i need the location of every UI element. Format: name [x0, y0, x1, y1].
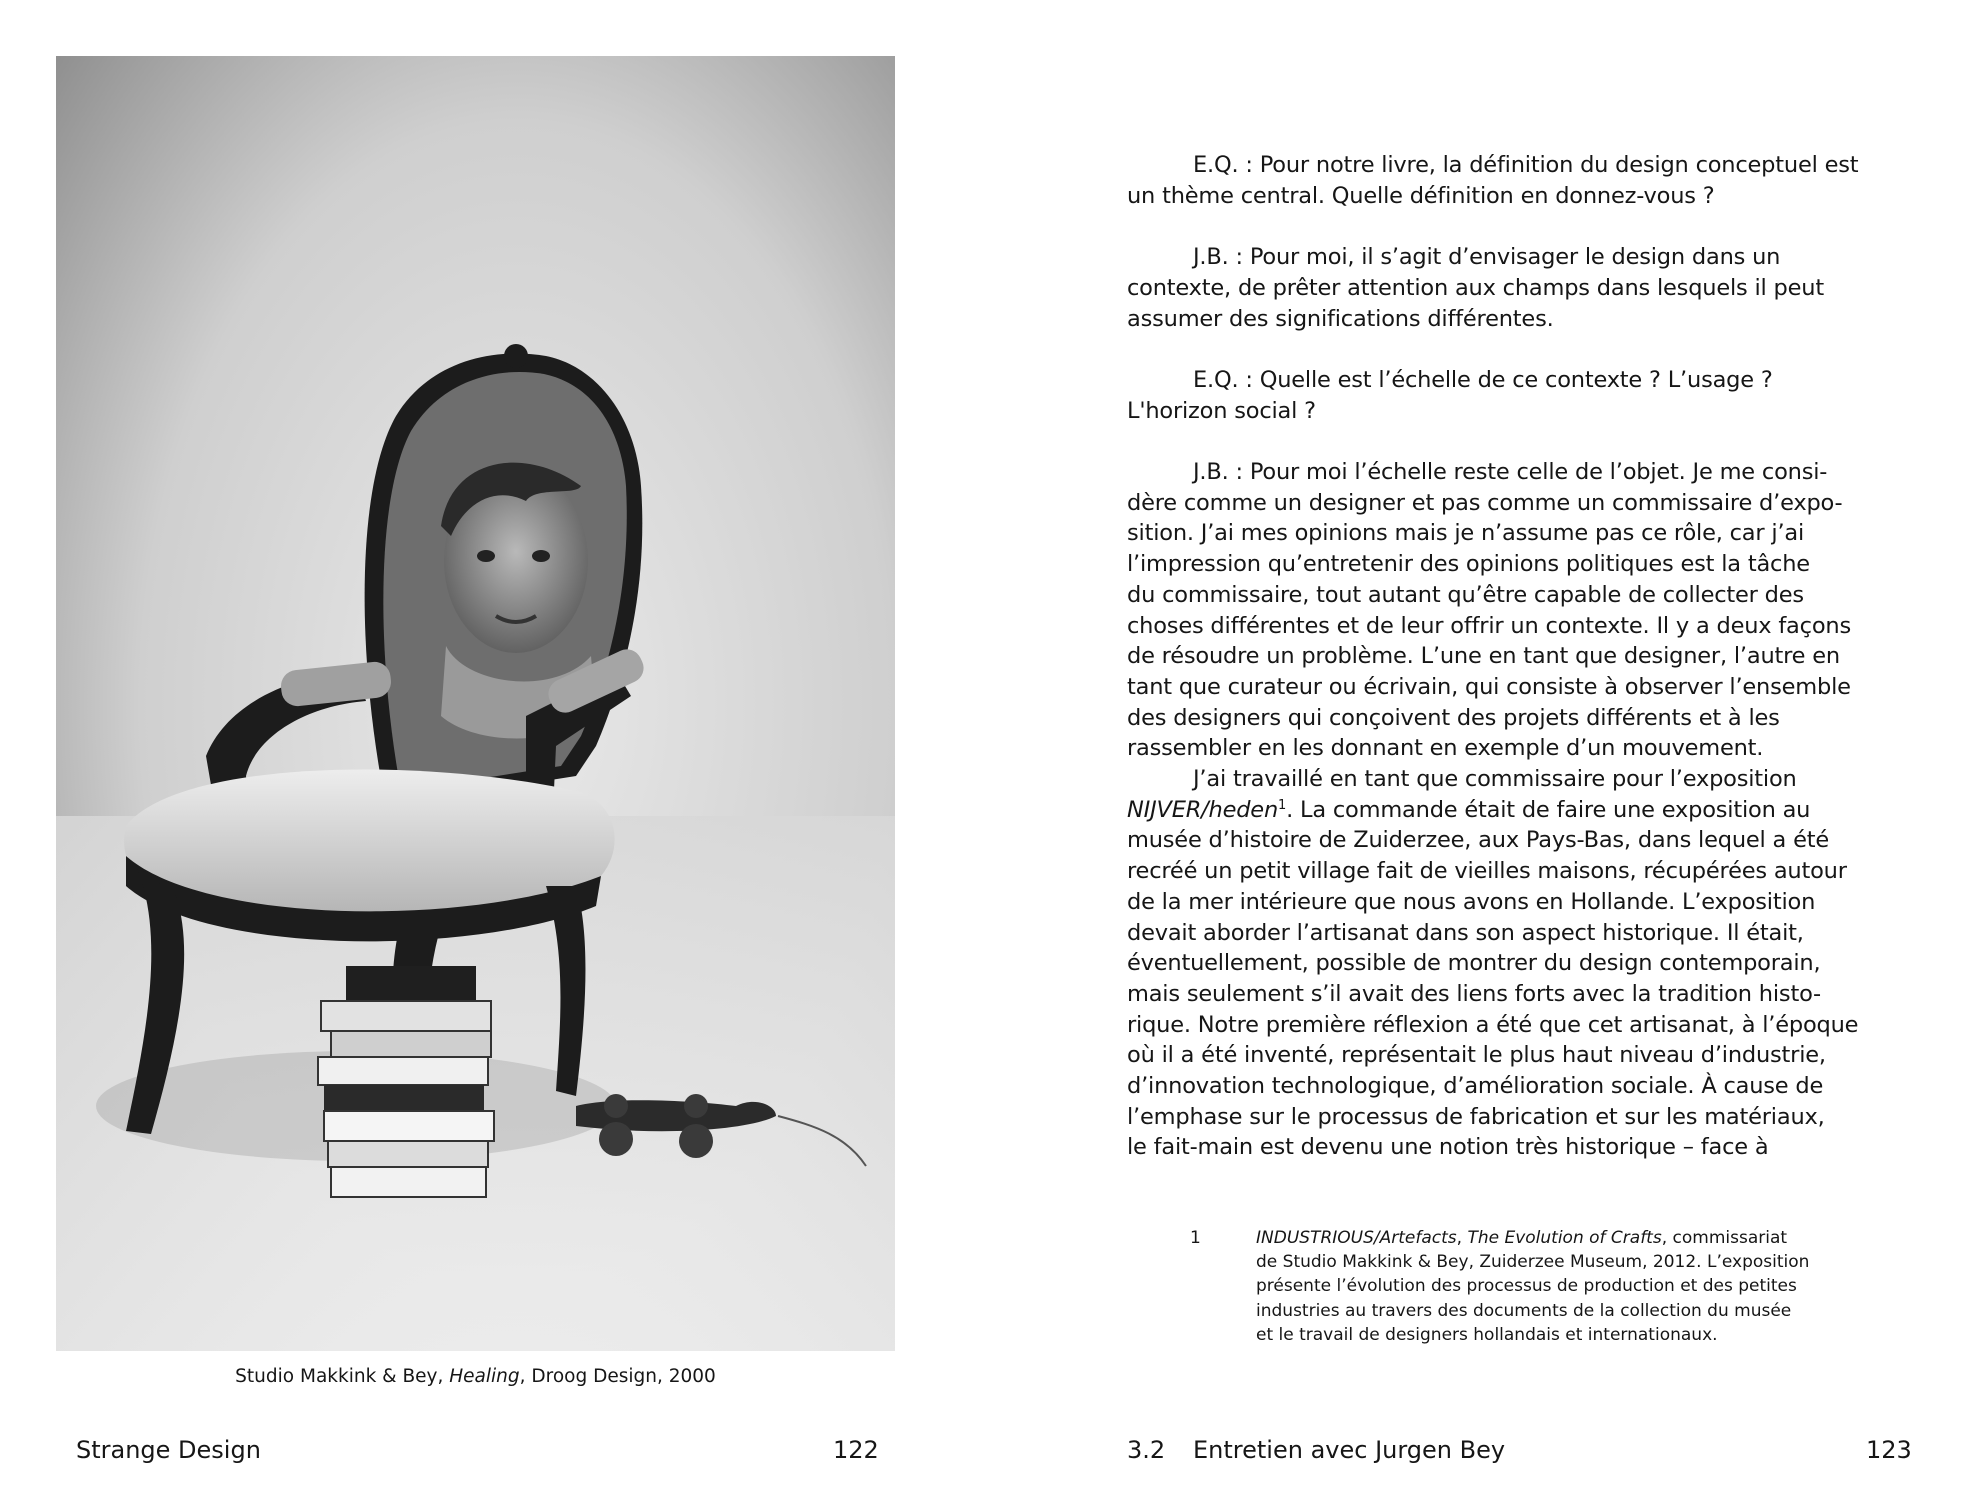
photo-caption	[56, 1365, 895, 1389]
exhibition-title: NIJVER/heden	[1127, 796, 1279, 823]
text-line: des designers qui conçoivent des projets différents et à les	[1127, 704, 1780, 731]
text-line: l’emphase sur le processus de fabrication et sur les matériaux,	[1127, 1103, 1825, 1130]
footnote-italic-b: The Evolution of Crafts	[1467, 1228, 1662, 1248]
photo-illustration	[56, 56, 895, 1351]
right-footer-section-number: 3.2	[1127, 1436, 1166, 1464]
text-line: recréé un petit village fait de vieilles maisons, récupérées autour	[1127, 858, 1847, 885]
text-line: le fait-main est devenu une notion très historique – face à	[1127, 1134, 1769, 1161]
text-line: contexte, de prêter attention aux champs dans lesquels il peut	[1127, 274, 1824, 301]
footnote-line: et le travail de designers hollandais et internationaux.	[1256, 1324, 1718, 1345]
text-line: mais seulement s’il avait des liens forts avec la tradition histo-	[1127, 980, 1821, 1007]
footnote-line	[1256, 1226, 1896, 1250]
text-fragment: . La commande était de faire une exposition au	[1286, 796, 1811, 823]
caption-prefix: Studio Makkink & Bey,	[235, 1366, 450, 1387]
text-line: où il a été inventé, représentait le plus haut niveau d’industrie,	[1127, 1042, 1826, 1069]
text-line: tant que curateur ou écrivain, qui consiste à observer l’ensemble	[1127, 673, 1851, 700]
text-line: J.B. : Pour moi l’échelle reste celle de l’objet. Je me consi-	[1193, 458, 1828, 485]
left-footer-page-number: 122	[833, 1436, 879, 1464]
text-line: l’impression qu’entretenir des opinions politiques est la tâche	[1127, 551, 1810, 578]
text-line: assumer des significations différentes.	[1127, 305, 1554, 332]
text-line-with-title	[1127, 795, 1909, 826]
paragraph-eq-1	[1127, 150, 1909, 211]
footnote-sep: ,	[1456, 1228, 1468, 1248]
footnote-line1-rest: , commissariat	[1661, 1228, 1788, 1248]
text-line: un thème central. Quelle définition en donnez-vous ?	[1127, 182, 1715, 209]
text-line: dère comme un designer et pas comme un commissaire d’expo-	[1127, 489, 1843, 516]
text-line: E.Q. : Pour notre livre, la définition du design conceptuel est	[1193, 152, 1859, 178]
footnote-line: présente l’évolution des processus de production et des petites	[1256, 1276, 1797, 1297]
footnote-text	[1256, 1226, 1896, 1347]
text-line: de la mer intérieure que nous avons en Hollande. L’exposition	[1127, 888, 1816, 915]
text-line: musée d’histoire de Zuiderzee, aux Pays-Bas, dans lequel a été	[1127, 827, 1829, 854]
text-line: rique. Notre première réflexion a été que cet artisanat, à l’époque	[1127, 1011, 1859, 1038]
text-line: sition. J’ai mes opinions mais je n’assume pas ce rôle, car j’ai	[1127, 520, 1805, 547]
text-line: J’ai travaillé en tant que commissaire pour l’exposition	[1193, 766, 1797, 793]
footnote-line: industries au travers des documents de la collection du musée	[1256, 1300, 1792, 1321]
footnote-number: 1	[1190, 1228, 1201, 1248]
text-line: devait aborder l’artisanat dans son aspect historique. Il était,	[1127, 919, 1804, 946]
text-line: J.B. : Pour moi, il s’agit d’envisager le design dans un	[1193, 244, 1781, 271]
left-footer-book-title: Strange Design	[76, 1436, 261, 1464]
armchair-photo	[56, 56, 895, 1351]
right-footer-page-number: 123	[1866, 1436, 1912, 1464]
paragraph-jb-3	[1127, 764, 1909, 1163]
right-footer-section-title: Entretien avec Jurgen Bey	[1193, 1436, 1506, 1464]
paragraph-jb-1	[1127, 242, 1909, 334]
footnote-italic-a: INDUSTRIOUS/Artefacts	[1256, 1228, 1457, 1248]
text-line: de résoudre un problème. L’une en tant que designer, l’autre en	[1127, 643, 1840, 670]
text-line: rassembler en les donnant en exemple d’un mouvement.	[1127, 735, 1764, 762]
footnote-line: de Studio Makkink & Bey, Zuiderzee Museum, 2012. L’exposition	[1256, 1252, 1810, 1273]
text-line: du commissaire, tout autant qu’être capable de collecter des	[1127, 581, 1804, 608]
text-line: d’innovation technologique, d’amélioration sociale. À cause de	[1127, 1073, 1824, 1100]
interview-text	[1127, 150, 1909, 1163]
text-line: choses différentes et de leur offrir un contexte. Il y a deux façons	[1127, 612, 1851, 639]
caption-title: Healing	[449, 1366, 520, 1387]
footnote-ref[interactable]: 1	[1278, 797, 1287, 813]
text-line: éventuellement, possible de montrer du design contemporain,	[1127, 950, 1821, 977]
text-line: E.Q. : Quelle est l’échelle de ce contexte ? L’usage ?	[1193, 366, 1773, 393]
caption-suffix: , Droog Design, 2000	[519, 1366, 716, 1387]
text-line: L'horizon social ?	[1127, 397, 1316, 424]
paragraph-eq-2	[1127, 365, 1909, 426]
paragraph-jb-2	[1127, 457, 1909, 764]
